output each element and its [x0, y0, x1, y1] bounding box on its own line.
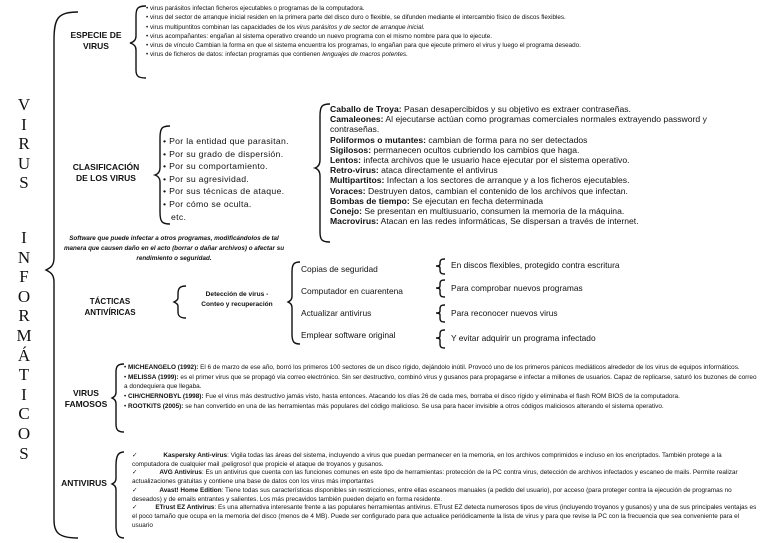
title-letter: S	[19, 443, 29, 463]
type-desc: Se ejecutan en fecha determinada	[409, 195, 544, 206]
antivirus-name: ETrust EZ Antivirus	[155, 504, 215, 512]
famosos-title	[60, 388, 112, 410]
type-desc: infecta archivos que le usuario hace ejecutar por el sistema operativo.	[361, 155, 630, 166]
title-letter: R	[18, 306, 30, 326]
list-item	[330, 196, 710, 206]
list-item	[132, 504, 760, 530]
antivirus-desc: : Es una alternativa interesante frente a las populares herramientas antivirus. ETrust EZ detecta numerosos tipos de virus (incluyendo troyanos y gusanos) y una de sus principales ventajas es el poco tamaño que ocupa en la memoria del disco (menos de 4 MB). Puede ser configurado para que actualice periódicamente la lista de virus y para que revise la PC con la frecuencia que sea conveniente para el usuario	[132, 504, 757, 529]
especie-item-text: virus de ficheros de datos: infectan programas que contienen	[149, 51, 323, 59]
antivirus-desc: : Vigila todas las áreas del sistema, incluyendo a virus que puedan permanecer en la memoria, en los archivos comprimidos e incluso en los encriptados. También protege a la computadora de cualquier mail ¡peligroso! que propicie el ataque de troyanos y gusanos.	[132, 452, 722, 468]
tactic-detail: Para comprobar nuevos programas	[451, 283, 583, 293]
especie-item-text: virus acompañantes: engañan al sistema operativo creando un nuevo programa con el mismo nombre para que lo ejecute.	[149, 32, 492, 40]
check-icon: ✓	[132, 486, 138, 494]
title-letter: C	[18, 404, 30, 424]
title-letter: I	[21, 114, 27, 134]
type-name: Caballo de Troya:	[330, 104, 402, 114]
vertical-title-informaticos	[14, 228, 34, 463]
clasificacion-title-line1: CLASIFICACIÓN	[72, 162, 140, 172]
list-item	[330, 216, 710, 226]
list-item	[330, 114, 710, 134]
famoso-desc: es el primer virus que se propagó vía correo electrónico. Sin ser destructivo, combinó virus y gusanos para propagarse e infectar a millones de usuarios. Capaz de replicarse, saturó los buzones de correo a dondequiera que llegaba.	[124, 373, 757, 390]
antivirus-list	[132, 452, 760, 530]
list-item: • Por su comportamiento.	[163, 161, 268, 172]
tacticas-title-line2: ANTIVÍRICAS	[84, 308, 136, 317]
tactic-label: Copias de seguridad	[301, 264, 378, 274]
clasificacion-item: Por la entidad que parasitan.	[169, 136, 289, 146]
list-item: • virus multipuntitos combinan las capacidades de los virus parásitos y de sector de arranque inicial.	[146, 23, 425, 31]
detail-brace-2	[436, 280, 445, 297]
detail-brace-3	[436, 305, 445, 322]
main-brace	[46, 12, 78, 538]
tacticas-title-line1: TÁCTICAS	[89, 297, 131, 306]
virus-definition: Software que puede infectar a otros programas, modificándolos de tal manera que causen daño en el acto (borrar o dañar archivos) o afectar su rendimiento o seguridad.	[63, 235, 285, 263]
check-icon: ✓	[132, 504, 138, 512]
list-item	[330, 165, 710, 175]
especie-title-line1: ESPECIE DE	[70, 30, 122, 40]
list-item	[330, 175, 710, 185]
list-item	[132, 487, 760, 504]
tacticas-items-brace	[288, 262, 300, 344]
type-name: Bombas de tiempo:	[330, 195, 410, 206]
antivirus-desc: : Tiene todas sus características disponibles sin restricciones, entre ellas escaneos manuales (a pedido del usuario), por acceso (para proteger contra la ejecución de programas no deseados) y de emails entrantes y salientes. Los más precavidos también pueden dejarlo en forma residente.	[132, 486, 732, 503]
type-desc: permanecen ocultos cubriendo los cambios que haga.	[371, 144, 580, 155]
list-item: • MICHEANGELO (1992): El 6 de marzo de ese año, borró los primeros 100 sectores de un disco rígido, dejándolo inútil. Provocó uno de los primeros pánicos mediáticos alrededor de los virus de equipos informáticos.	[124, 364, 740, 371]
title-letter: M	[16, 325, 32, 345]
list-item	[132, 452, 760, 469]
list-item: • ROOTKITS (2005): se han convertido en una de las herramientas más populares del código malicioso. Se usa para hacer invisible a otros códigos maliciosos alterando el sistema operativo.	[124, 402, 664, 410]
famoso-name: CIH/CHERNOBYL (1998):	[128, 392, 204, 400]
clasificacion-title	[62, 162, 150, 184]
list-item: • MELISSA (1999): es el primer virus que se propagó vía correo electrónico. Sin ser destructivo, combinó virus y gusanos para propagarse e infectar a millones de usuarios. Capaz de replicarse, saturó los buzones de correo a dondequiera que llegaba.	[124, 373, 757, 390]
famosos-title-line1: VIRUS	[73, 388, 99, 398]
antivirus-name: Avast! Home Edition	[159, 486, 222, 494]
detail-brace-4	[436, 330, 445, 348]
antivirus-desc: : Es un antivirus que cuenta con las funciones comunes en este tipo de herramientas: protección de la PC contra virus, detección de archivos infectados y escaneo de mails. Permite realizar actualizaciones gratuitas y contiene una base de datos con los virus más importantes	[132, 469, 738, 486]
type-desc: Atacan en las redes informáticas, Se dispersan a través de internet.	[378, 216, 639, 227]
famoso-desc: Fue el virus más destructivo jamás visto, hasta entonces. Atacando los días 26 de cada mes, borraba el disco rígido y eliminaba el flash ROM BIOS de la computadora.	[203, 392, 680, 400]
list-item	[132, 469, 760, 486]
title-letter: R	[18, 134, 30, 154]
list-item: • Por sus técnicas de ataque.	[163, 186, 285, 197]
list-item: • virus acompañantes: engañan al sistema operativo creando un nuevo programa con el mismo nombre para que lo ejecute.	[146, 32, 492, 40]
especie-item-text: virus multipuntitos combinan las capacidades de los	[149, 23, 297, 31]
tacticas-group	[188, 290, 286, 310]
famoso-name: MELISSA (1999):	[128, 373, 179, 381]
type-name: Lentos:	[330, 155, 362, 166]
title-letter: N	[17, 247, 31, 267]
detail-brace-1	[436, 259, 445, 274]
famosos-brace	[112, 364, 124, 432]
famoso-desc: se han convertido en una de las herramientas más populares del código malicioso. Se usa para hacer invisible a otros códigos maliciosos alterando el sistema operativo.	[183, 402, 664, 410]
list-item	[330, 186, 710, 196]
especie-title-line2: VIRUS	[83, 41, 109, 51]
type-name: Voraces:	[330, 185, 366, 196]
types-brace	[315, 104, 330, 242]
clasificacion-title-line2: DE LOS VIRUS	[76, 173, 136, 183]
type-desc: Al ejecutarse actúan como programas comerciales normales extrayendo password y contraseñas.	[330, 114, 707, 135]
famoso-desc: El 6 de marzo de ese año, borró los primeros 100 sectores de un disco rígido, dejándolo inútil. Provocó uno de los primeros pánicos mediáticos alrededor de los virus de equipos informáticos.	[198, 364, 740, 371]
clasificacion-item: Por su grado de dispersión.	[169, 148, 284, 159]
clasificacion-item: Por su comportamiento.	[169, 161, 268, 172]
tactic-detail: Y evitar adquirir un programa infectado	[451, 333, 596, 343]
title-letter: T	[18, 365, 30, 385]
tactic-detail: En discos flexibles, protegido contra escritura	[451, 260, 620, 270]
list-item: • Por cómo se oculta.	[163, 198, 252, 209]
virus-types-list	[330, 104, 710, 226]
list-item	[330, 145, 710, 155]
type-name: Macrovirus:	[330, 216, 379, 227]
title-letter: I	[21, 228, 27, 247]
title-letter: I	[21, 384, 27, 404]
especie-item-italic: virus parásitos y de sector de arranque inicial.	[296, 23, 425, 31]
type-desc: Destruyen datos, cambian el contenido de los archivos que infectan.	[365, 185, 628, 196]
especie-item-italic: lenguajes de macros potentes.	[322, 51, 408, 59]
type-desc: ataca directamente el antivirus	[378, 165, 498, 176]
title-letter: O	[17, 423, 31, 443]
tactic-label: Emplear software original	[301, 330, 396, 340]
type-desc: Se presentan en multiusuario, consumen la memoria de la máquina.	[361, 206, 625, 217]
especie-list	[146, 4, 581, 60]
list-item	[330, 135, 710, 145]
famosos-list	[124, 364, 760, 412]
type-name: Multipartitos:	[330, 175, 385, 186]
famosos-title-line2: FAMOSOS	[64, 399, 108, 409]
type-name: Conejo:	[330, 206, 362, 217]
tacticas-title	[64, 296, 156, 318]
list-item	[330, 155, 710, 165]
title-letter: Á	[17, 345, 31, 365]
antivirus-title: ANTIVIRUS	[61, 478, 107, 488]
list-item: • virus de ficheros de datos: infectan programas que contienen lenguajes de macros potentes.	[146, 51, 408, 59]
especie-item-text: virus parásitos infectan ficheros ejecutables o programas de la computadora.	[149, 5, 365, 12]
list-item: • Por su grado de dispersión.	[163, 148, 284, 159]
vertical-title-virus	[14, 95, 34, 193]
title-letter: S	[19, 173, 29, 193]
especie-item-text: virus de vínculo Cambian la forma en que el sistema encuentra los programas, lo engañan para que ejecute primero el virus y luego el programa deseado.	[149, 42, 581, 50]
clasificacion-list	[163, 135, 289, 223]
check-icon: ✓	[132, 452, 138, 459]
especie-title	[60, 30, 132, 52]
tactic-detail: Para reconocer nuevos virus	[451, 308, 558, 318]
list-item: • CIH/CHERNOBYL (1998): Fue el virus más destructivo jamás visto, hasta entonces. Atacando los días 26 de cada mes, borraba el disco rígido y eliminaba el flash ROM BIOS de la computadora.	[124, 392, 680, 400]
tacticas-brace	[174, 286, 186, 318]
type-desc: Pasan desapercibidos y su objetivo es extraer contraseñas.	[401, 104, 631, 114]
list-item	[330, 206, 710, 216]
clasificacion-item: Por su agresividad.	[169, 173, 250, 184]
type-name: Camaleones:	[330, 114, 384, 125]
list-item	[330, 104, 710, 114]
check-icon: ✓	[132, 469, 138, 477]
type-name: Sigilosos:	[330, 144, 372, 155]
list-item: • Por la entidad que parasitan.	[163, 136, 289, 146]
list-item: • virus del sector de arranque inicial residen en la primera parte del disco duro o flexible, se difunden mediante el intercambio físico de discos flexibles.	[146, 14, 566, 22]
type-desc: Infectan a los sectores de arranque y a los ficheros ejecutables.	[384, 175, 630, 186]
famoso-name: MICHEANGELO (1992):	[128, 364, 199, 371]
list-item: • Por su agresividad.	[163, 173, 250, 184]
especie-item-text: virus del sector de arranque inicial residen en la primera parte del disco duro o flexible, se difunden mediante el intercambio físico de discos flexibles.	[149, 14, 566, 22]
especie-brace	[130, 6, 146, 78]
list-item: • virus parásitos infectan ficheros ejecutables o programas de la computadora.	[146, 5, 365, 12]
antivirus-name: Kaspersky Anti-virus	[163, 452, 228, 459]
tacticas-group-line2: Conteo y recuperación	[201, 301, 273, 308]
clasificacion-etc: etc.	[171, 211, 187, 222]
antivirus-name: AVG Antivirus	[159, 469, 202, 477]
type-desc: cambian de forma para no ser detectados	[425, 134, 588, 145]
clasificacion-item: Por cómo se oculta.	[169, 198, 252, 209]
type-name: Poliformos o mutantes:	[330, 134, 426, 145]
clasificacion-item: Por sus técnicas de ataque.	[169, 186, 285, 197]
title-letter: O	[17, 286, 31, 306]
tacticas-group-line1: Detección de virus -	[205, 291, 269, 298]
tactic-label: Computador en cuarentena	[301, 286, 403, 296]
famoso-name: ROOTKITS (2005):	[128, 402, 184, 410]
list-item: • virus de vínculo Cambian la forma en que el sistema encuentra los programas, lo engañan para que ejecute primero el virus y luego el programa deseado.	[146, 42, 581, 50]
title-letter: V	[17, 95, 31, 114]
title-letter: U	[17, 153, 31, 173]
title-letter: F	[19, 267, 29, 287]
antivirus-brace	[112, 452, 124, 538]
type-name: Retro-virus:	[330, 165, 379, 176]
tactic-label: Actualizar antivirus	[301, 308, 372, 318]
